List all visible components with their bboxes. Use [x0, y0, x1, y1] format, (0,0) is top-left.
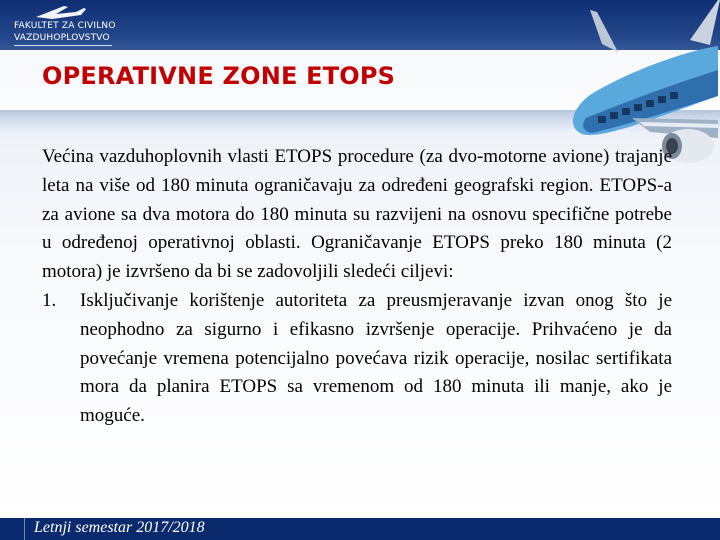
footer-bar — [0, 518, 720, 540]
logo-rule — [14, 45, 112, 46]
footer-divider — [24, 518, 25, 540]
list-item — [42, 287, 672, 431]
list-item-text: Isključivanje korištenje autoriteta za preusmjeravanje izvan onog što je neophodno za sigurno i efikasno izvršenje operacije. Prihvaćeno je da povećanje vremena potencijalno povećava rizik operacije, nosilac sertifikata mora da planira ETOPS sa vremenom od 180 minuta ili manje, ako je moguće. — [80, 289, 672, 427]
logo-line-1: FAKULTET ZA CIVILNO — [14, 21, 116, 31]
body-paragraph: Većina vazduhoplovnih vlasti ETOPS procedure (za dvo-motorne avione) trajanje leta na više od 180 minuta ograničavaju za određeni geografski region. ETOPS-a za avione sa dva motora do 180 minuta su razvijeni na osnovu specifične potrebe u određenoj operativnoj oblasti. Ograničavanje ETOPS preko 180 minuta (2 motora) je izvršeno da bi se zadovoljili sledeći ciljevi: — [42, 146, 672, 283]
airplane-logo-icon — [6, 2, 126, 22]
faculty-logo — [6, 2, 126, 46]
list-number: 1. — [42, 289, 57, 311]
footer-text: Letnji semestar 2017/2018 — [34, 519, 205, 536]
slide-title: OPERATIVNE ZONE ETOPS — [42, 62, 396, 90]
slide-body — [42, 143, 672, 431]
logo-line-2: VAZDUHOPLOVSTVO — [14, 33, 110, 43]
